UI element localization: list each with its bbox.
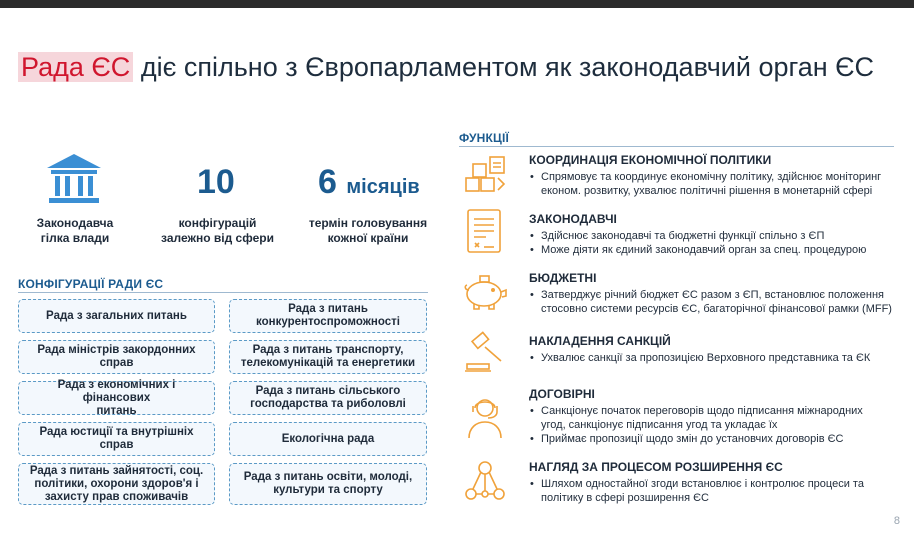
configuration-line: справ <box>99 357 134 369</box>
function-bullets-2 <box>529 288 899 316</box>
functions-heading: ФУНКЦІЇ <box>459 131 510 145</box>
function-bullet <box>529 477 899 505</box>
function-bullet-line: • Шляхом одностайної згоди встановлює і контролює процеси та <box>541 478 864 490</box>
configurations-heading: КОНФІГУРАЦІЇ РАДИ ЄС <box>18 277 164 291</box>
institution-icon <box>45 150 103 208</box>
configuration-line: конкурентоспроможності <box>256 316 400 328</box>
configuration-line: справ <box>99 439 134 451</box>
page-number: 8 <box>893 515 900 527</box>
configuration-right-4 <box>229 463 427 505</box>
configuration-left-1 <box>18 340 215 374</box>
document-icon <box>464 207 504 255</box>
function-title-0: КООРДИНАЦІЯ ЕКОНОМІЧНОЇ ПОЛІТИКИ <box>529 153 772 167</box>
configuration-line: культури та спорту <box>273 484 383 496</box>
title-highlight: Рада ЄС <box>18 52 133 82</box>
functions-divider <box>459 146 894 147</box>
configuration-line: Рада з питань сільського <box>255 385 401 397</box>
function-title-3: НАКЛАДЕННЯ САНКЦІЙ <box>529 334 671 348</box>
configuration-right-2 <box>229 381 427 415</box>
function-bullet-line: • Приймає пропозиції щодо змін до установчих договорів ЄС <box>541 433 844 445</box>
function-bullet <box>529 229 899 243</box>
function-bullet <box>529 404 899 432</box>
function-bullet-line: • Спрямовує та координує економічну політику, здійснює моніторинг <box>541 171 882 183</box>
configuration-left-3 <box>18 422 215 456</box>
function-bullet-line: • Затверджує річний бюджет ЄС разом з ЄП, встановлює положення <box>541 289 884 301</box>
function-bullet <box>529 243 899 257</box>
function-bullet-line: політику в сфері розширення ЄС <box>541 492 709 504</box>
configuration-line: політики, охорони здоров'я і <box>34 477 199 490</box>
function-bullet <box>529 432 899 446</box>
function-bullets-0 <box>529 170 899 198</box>
function-bullet-line: угод, санкціонує підписання угод та укладає їх <box>541 419 778 431</box>
piggy-bank-icon <box>460 272 508 312</box>
stat-label-branch: Законодавча гілка влади <box>36 216 114 245</box>
function-bullet <box>529 288 899 316</box>
page-title <box>18 52 898 83</box>
stat-label-presidency: термін головування кожної країни <box>308 216 428 245</box>
function-bullet-line: • Санкціонує початок переговорів щодо підписання міжнародних <box>541 405 863 417</box>
function-bullet-line: • Ухвалює санкції за пропозицією Верховного представника та ЄК <box>541 352 871 364</box>
configuration-line: захисту прав споживачів <box>44 490 189 503</box>
configuration-line: Екологічна рада <box>281 432 375 445</box>
function-bullet-line: • Здійснює законодавчі та бюджетні функції спільно з ЄП <box>541 230 825 242</box>
configuration-line: Рада з загальних питань <box>46 309 187 322</box>
function-bullet-line: • Може діяти як єдиний законодавчий орган за спец. процедурою <box>541 244 867 256</box>
configuration-right-3 <box>229 422 427 456</box>
configuration-line: телекомунікацій та енергетики <box>240 357 416 369</box>
function-bullets-4 <box>529 404 899 446</box>
function-title-2: БЮДЖЕТНІ <box>529 271 597 285</box>
configuration-left-2 <box>18 378 215 417</box>
configuration-left-4 <box>18 463 215 505</box>
function-bullet-line: економ. розвитку, ухвалює політичні рішення в монетарній сфері <box>541 185 873 197</box>
title-rest: діє спільно з Європарламентом як законодавчий орган ЄС <box>133 52 875 82</box>
configuration-left-0 <box>18 299 215 333</box>
function-bullets-3 <box>529 351 899 365</box>
configuration-line: Рада з питань зайнятості, соц. <box>29 464 204 477</box>
function-bullets-5 <box>529 477 899 505</box>
function-bullet <box>529 170 899 198</box>
stat-value-configurations: 10 <box>197 163 235 201</box>
boxes-icon <box>462 154 508 196</box>
stat-value-presidency: 6 місяців <box>318 163 420 201</box>
agent-icon <box>464 394 506 440</box>
function-bullet-line: стосовно системи ресурсів ЄС, багаторічної фінансової рамки (MFF) <box>541 303 892 315</box>
function-title-1: ЗАКОНОДАВЧІ <box>529 212 617 226</box>
configuration-line: Рада міністрів закордонних <box>37 344 196 356</box>
configuration-line: Рада з економічних і фінансових <box>57 378 176 404</box>
configuration-right-1 <box>229 340 427 374</box>
configuration-line: господарства та риболовлі <box>250 398 406 410</box>
configuration-line: питань <box>96 404 137 417</box>
network-icon <box>463 458 507 504</box>
function-bullet <box>529 351 899 365</box>
function-title-4: ДОГОВІРНІ <box>529 387 595 401</box>
stat-label-configurations: конфігурацій залежно від сфери <box>161 216 274 245</box>
function-bullets-1 <box>529 229 899 257</box>
gavel-icon <box>463 330 509 374</box>
configuration-line: Рада з питань <box>288 303 368 315</box>
configuration-line: Рада з питань освіти, молоді, <box>243 471 413 483</box>
configuration-line: Рада з питань транспорту, <box>252 344 404 356</box>
configuration-line: Рада юстиції та внутрішніх <box>39 426 194 438</box>
function-title-5: НАГЛЯД ЗА ПРОЦЕСОМ РОЗШИРЕННЯ ЄС <box>529 460 783 474</box>
top-bar <box>0 0 914 8</box>
configuration-right-0 <box>229 299 427 333</box>
configurations-divider <box>18 292 428 293</box>
